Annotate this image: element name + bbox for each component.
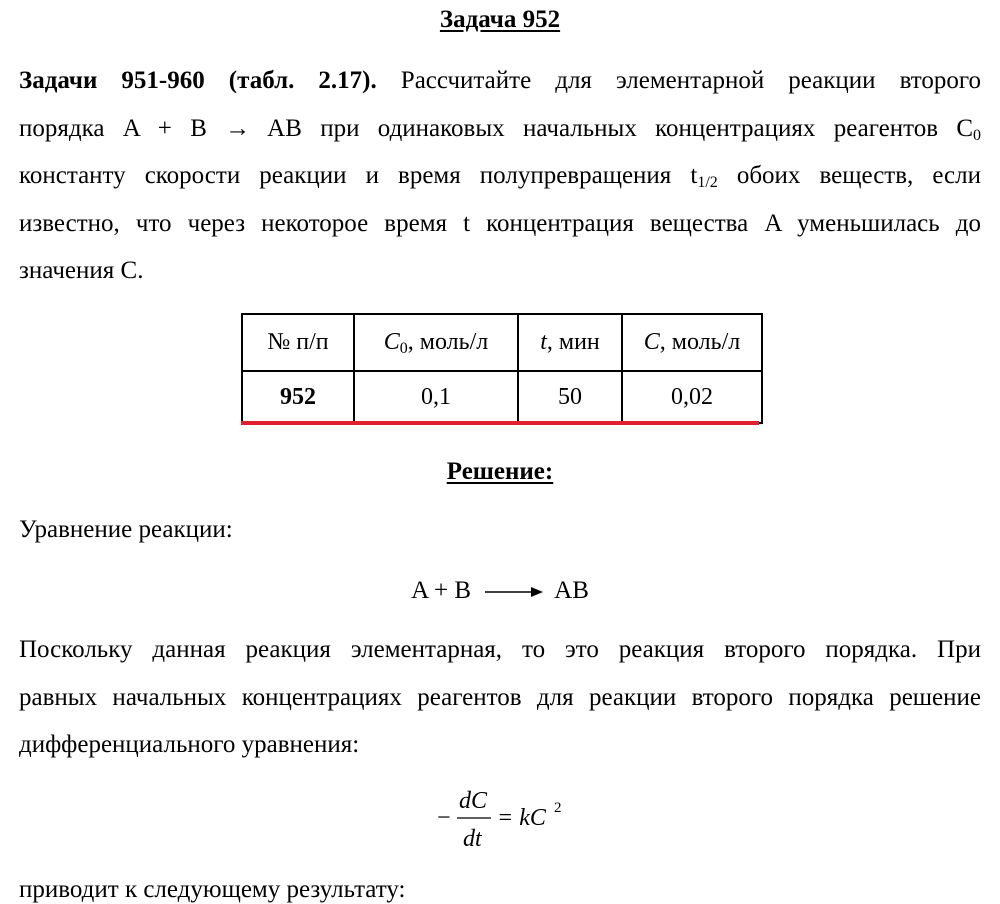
problem-statement [19,57,981,295]
red-underline-mark [241,421,759,425]
header-c: C, моль/л [622,314,762,371]
solution-heading: Решение: [446,458,554,485]
cell-c0: 0,1 [354,371,518,423]
explanation-paragraph [19,626,981,769]
product: AB [554,577,589,604]
header-num: № п/п [242,314,354,371]
cell-t: 50 [518,371,622,423]
explanation-line-1: Поскольку данная реакция элементарная, то это реакция второго порядка. При [19,636,981,663]
reactants: A + B [411,577,472,604]
formula-rhs: = kC [497,805,546,831]
statement-line-2: порядка A + B → AB при одинаковых начальных концентрациях реагентов $C_0$ [19,114,981,144]
table-header-row [242,314,762,371]
statement-line-3: константу скорости реакции и время полупревращения $t_{1/2}$ обоих веществ, если [19,162,981,191]
formula-minus: − [437,805,451,831]
long-arrow-icon [483,582,543,602]
table-row [242,371,762,423]
equation-label: Уравнение реакции: [19,516,233,543]
statement-line-5: значения C. [19,257,144,284]
header-t: t, мин [518,314,622,371]
header-c0: $C_0$, моль/л [354,314,518,371]
statement-line-4: известно, что через некоторое время t концентрация вещества A уменьшилась до [19,209,981,237]
differential-equation [437,782,587,858]
data-table [241,313,763,424]
cell-num: 952 [242,371,354,423]
formula-exponent: 2 [554,800,562,816]
formula-numerator: dC [459,788,488,814]
cell-c: 0,02 [622,371,762,423]
page-title: Задача 952 [439,6,561,33]
formula-denominator: dt [463,826,482,852]
statement-line-1: Задачи 951-960 (табл. 2.17). Рассчитайте для элементарной реакции второго [19,67,982,94]
reaction-equation [0,577,1000,605]
cut-off-line: приводит к следующему результату: [19,876,406,903]
explanation-line-2: равных начальных концентрациях реагентов для реакции второго порядка решение [19,683,981,711]
problem-range: Задачи 951-960 (табл. 2.17). [19,67,377,94]
explanation-line-3: дифференциального уравнения: [19,731,360,758]
